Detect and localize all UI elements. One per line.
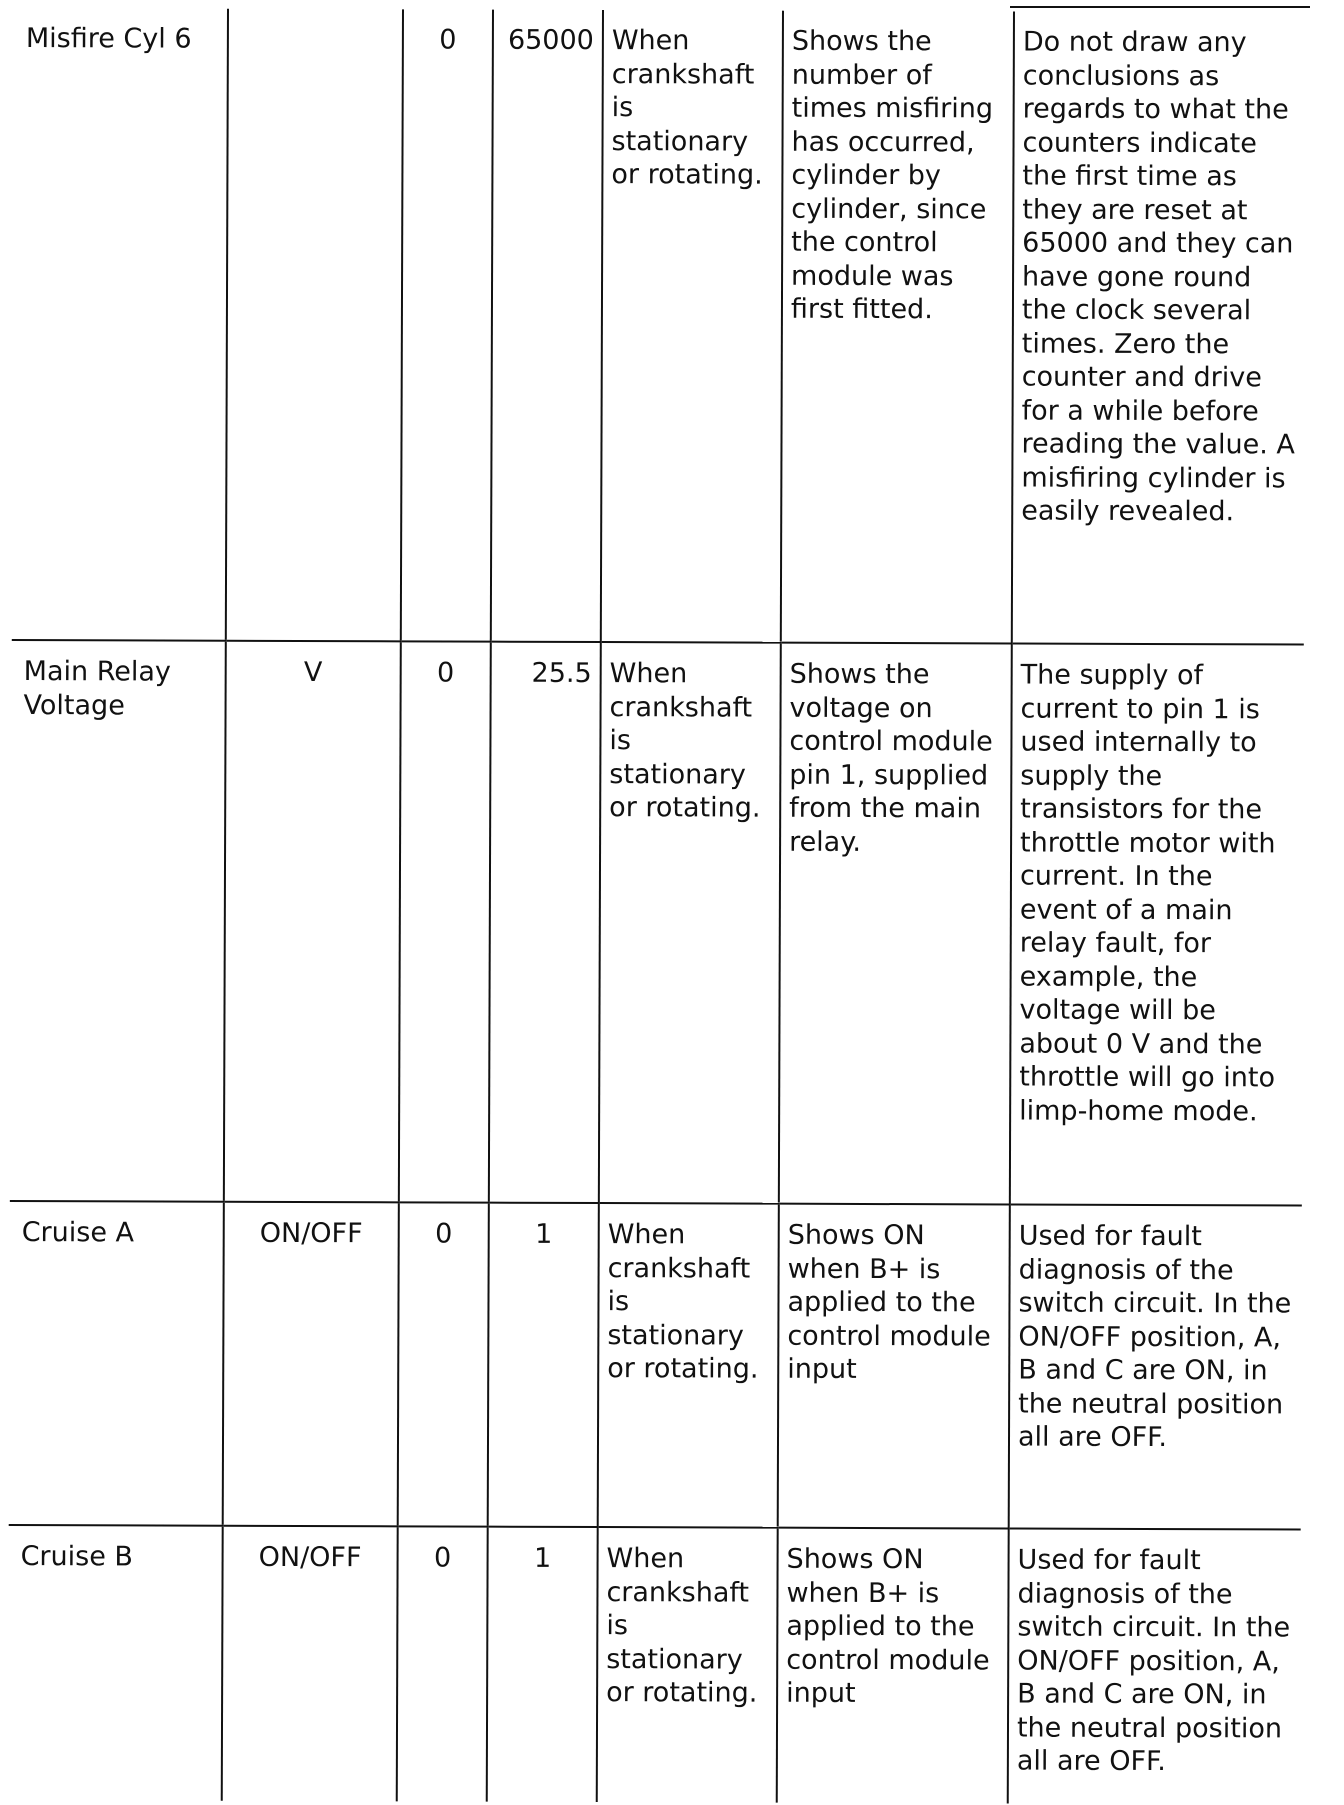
min-value-cell: 0 [401, 9, 493, 641]
table-top-border [1010, 6, 1310, 8]
max-value-cell: 65000 [491, 10, 603, 642]
unit-cell: V [224, 641, 401, 1203]
max-value-cell: 25.5 [489, 642, 601, 1203]
condition-cell: When crankshaft is stationary or rotating. [598, 1203, 779, 1528]
condition-cell: When crankshaft is stationary or rotating. [597, 1527, 778, 1803]
table-row [9, 1201, 1302, 1530]
description-cell: Shows the number of times misfiring has occurred, cylinder by cylinder, since the control module was first fitted. [781, 11, 1014, 644]
parameter-table [8, 8, 1306, 1804]
min-value-cell: 0 [398, 1202, 489, 1526]
description-cell: Shows ON when B+ is applied to the control module input [778, 1204, 1010, 1529]
condition-cell: When crankshaft is stationary or rotating. [601, 10, 783, 643]
param-name-cell: Cruise A [9, 1201, 224, 1526]
unit-cell [226, 9, 403, 642]
description-cell: Shows the voltage on control module pin 1, supplied from the main relay. [779, 643, 1012, 1205]
max-value-cell: 1 [488, 1203, 599, 1527]
note-cell: The supply of current to pin 1 is used internally to supply the transistors for the throttle motor with current. In the event of a main relay fault, for example, the voltage will be about 0 V and the throttle will go into limp-home mode. [1010, 643, 1304, 1205]
unit-cell: ON/OFF [222, 1526, 398, 1802]
max-value-cell: 1 [487, 1527, 598, 1802]
param-name-cell: Main Relay Voltage [10, 640, 226, 1202]
condition-cell: When crankshaft is stationary or rotating. [599, 642, 781, 1204]
table-row [8, 1525, 1301, 1805]
description-cell: Shows ON when B+ is applied to the control module input [777, 1528, 1009, 1804]
unit-cell: ON/OFF [223, 1202, 399, 1527]
table-row [10, 640, 1304, 1206]
min-value-cell: 0 [397, 1526, 488, 1801]
table-row [12, 8, 1306, 645]
note-cell: Do not draw any conclusions as regards to what the counters indicate the first time as they are reset at 65000 and they can have gone round the clock several times. Zero the counter and drive for a while before reading the value. A misfiring cylinder is easily revealed. [1012, 11, 1306, 644]
param-name-cell: Cruise B [20, 1541, 134, 1573]
note-cell: Used for fault diagnosis of the switch circuit. In the ON/OFF position, A, B and C are ON, in the neutral position all are OFF. [1009, 1204, 1302, 1529]
note-cell: Used for fault diagnosis of the switch circuit. In the ON/OFF position, A, B and C are ON, in the neutral position all are OFF. [1008, 1528, 1301, 1804]
min-value-cell: 0 [399, 641, 491, 1202]
param-name-cell: Misfire Cyl 6 [12, 8, 228, 641]
